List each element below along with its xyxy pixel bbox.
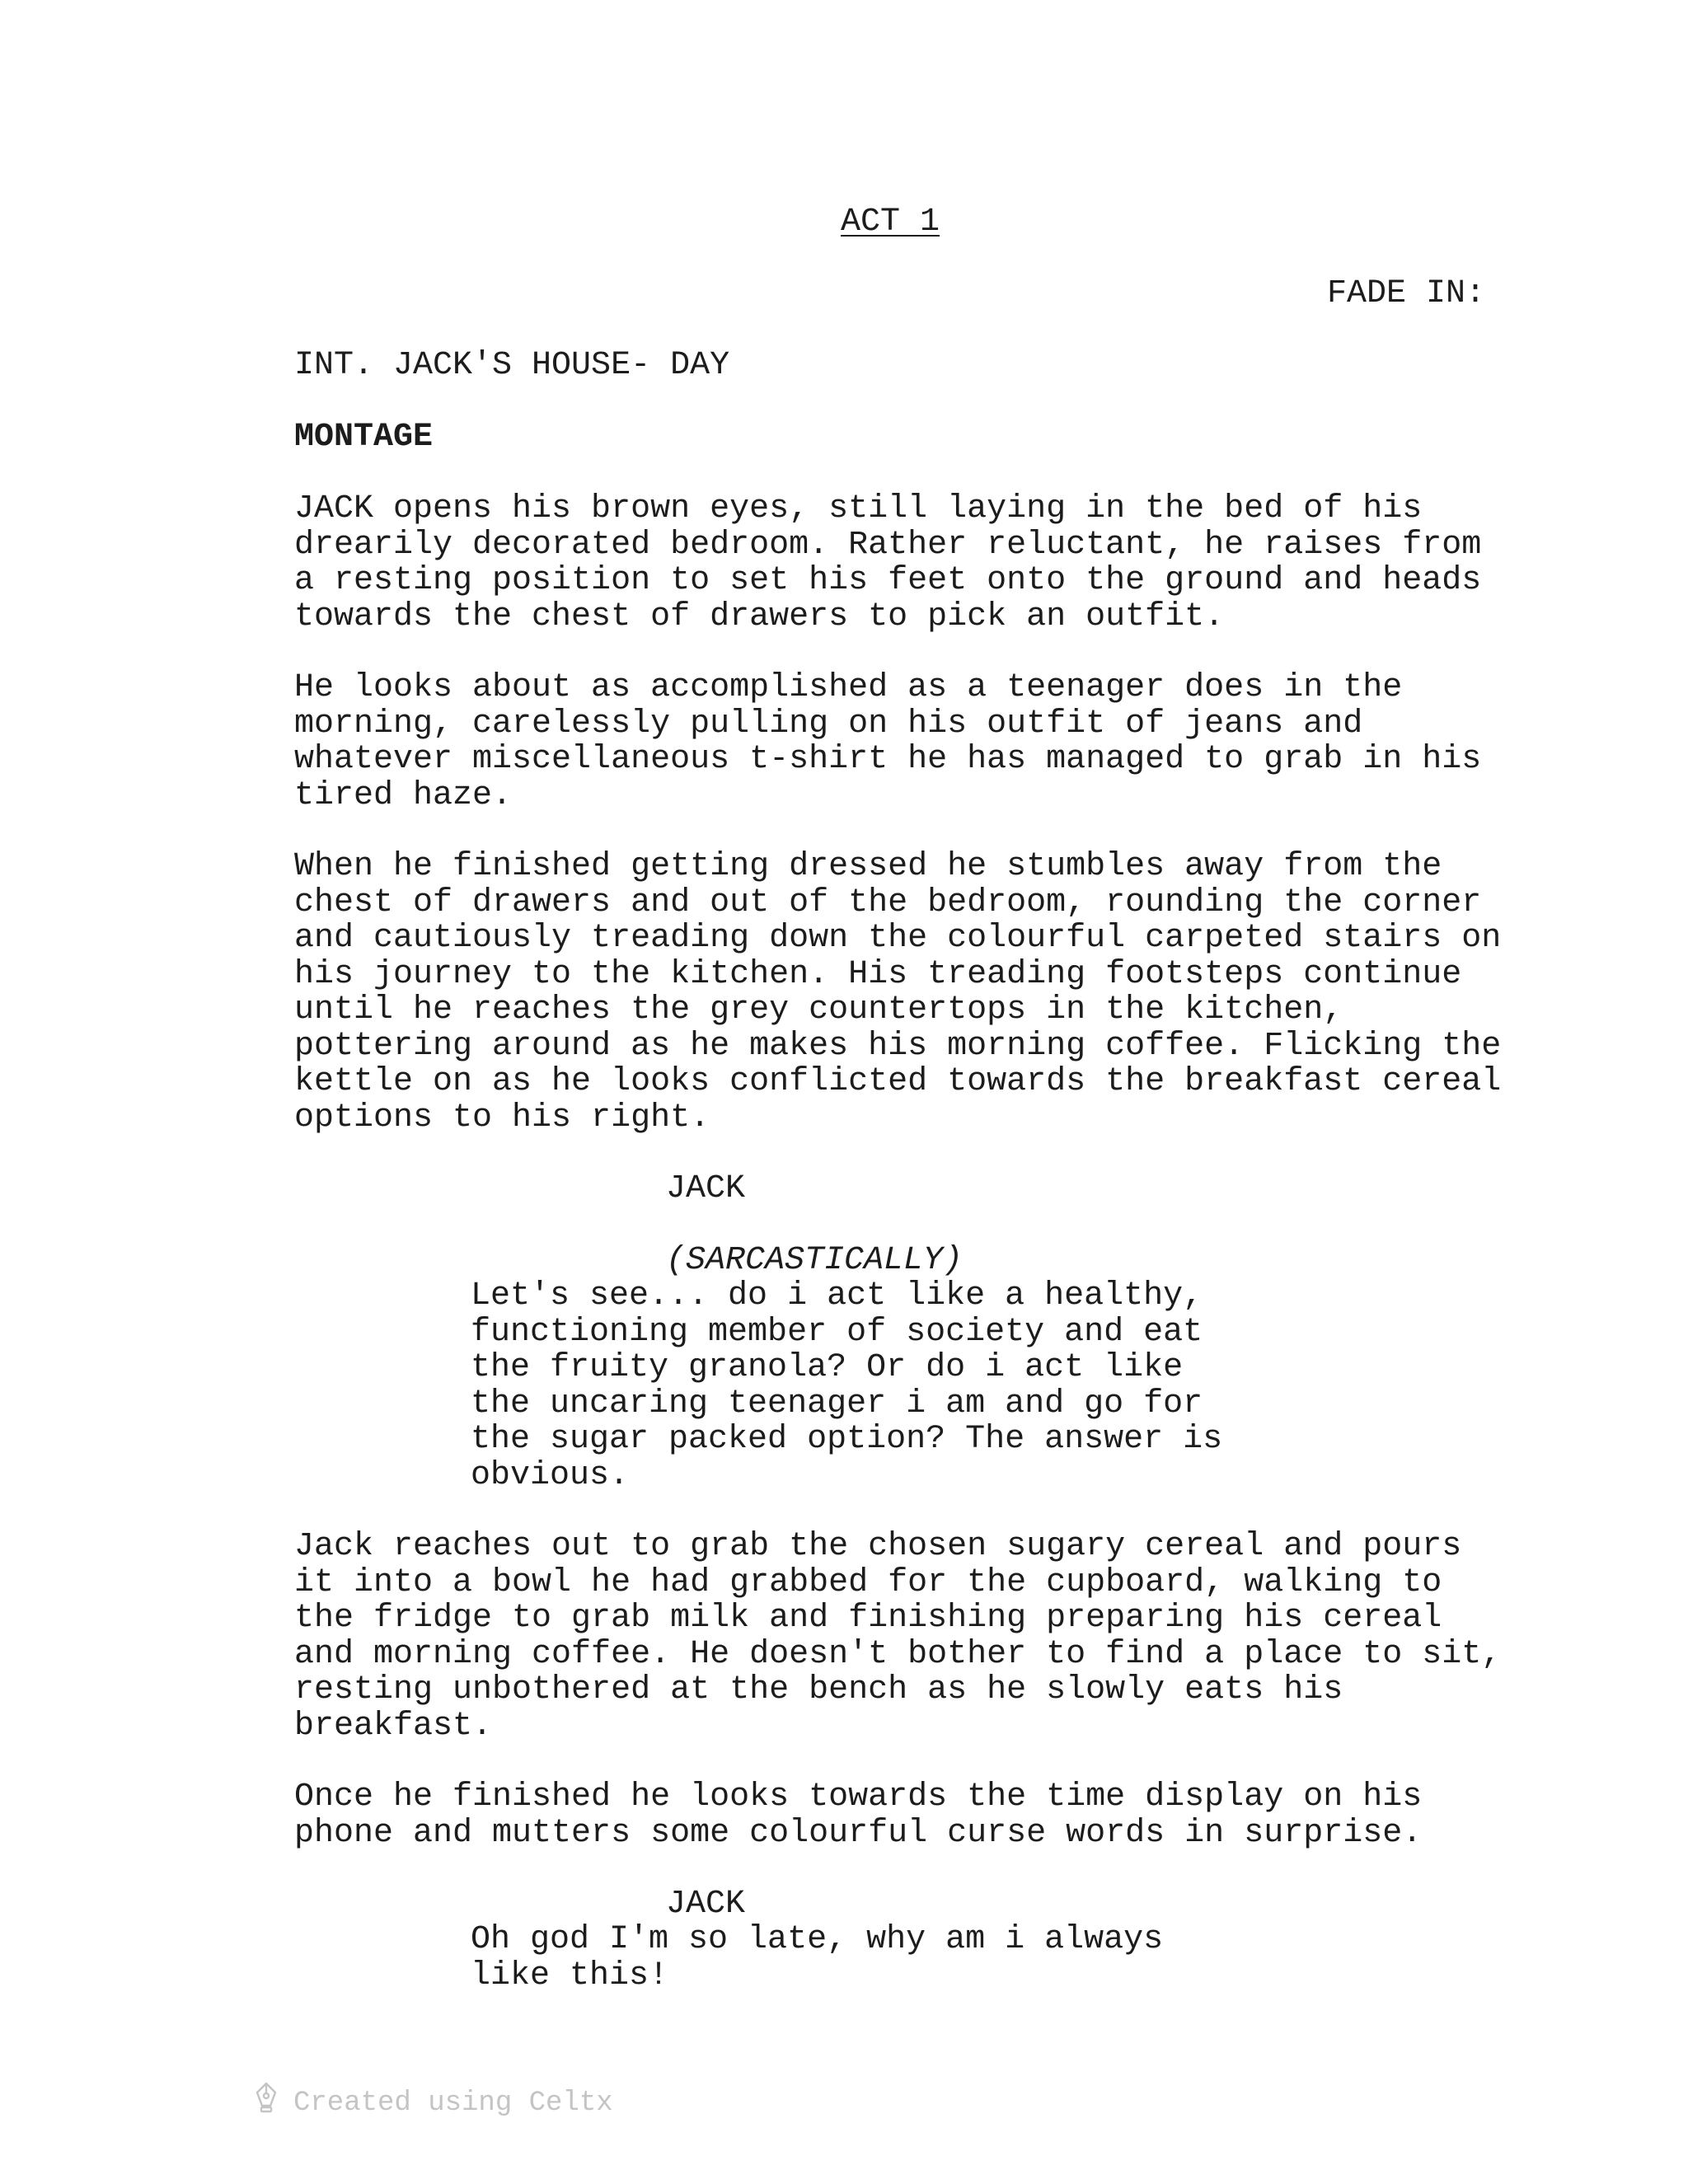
transition-fade-in: FADE IN: xyxy=(1326,275,1485,312)
parenthetical: (SARCASTICALLY) xyxy=(666,1242,964,1279)
dialogue-block: Let's see... do i act like a healthy, functioning member of society and eat the fruity granola? Or do i act like the uncaring teenager i am and go for the sugar packed option? The answer is obvious. xyxy=(471,1277,1223,1494)
montage-label: MONTAGE xyxy=(294,419,434,456)
action-paragraph: When he finished getting dressed he stumbles away from the chest of drawers and out of the bedroom, rounding the corner and cautiously treading down the colourful carpeted stairs on his journey to the kitchen. His treading footsteps continue until he reaches the grey countertops in the kitchen, pottering around as he makes his morning coffee. Flicking the kettle on as he looks conflicted towards the breakfast cereal options to his right. xyxy=(294,848,1502,1137)
footer-watermark xyxy=(254,2081,613,2126)
scene-heading: INT. JACK'S HOUSE- DAY xyxy=(294,347,730,384)
action-paragraph: Jack reaches out to grab the chosen sugary cereal and pours it into a bowl he had grabbed for the cupboard, walking to the fridge to grab milk and finishing preparing his cereal and morning coffee. He doesn't bother to find a place to sit, resting unbothered at the bench as he slowly eats his breakfast. xyxy=(294,1528,1502,1745)
pen-nib-icon xyxy=(254,2081,293,2126)
action-paragraph: JACK opens his brown eyes, still laying in the bed of his drearily decorated bedroom. Rather reluctant, he raises from a resting position to set his feet onto the ground and heads towards the chest of drawers to pick an outfit. xyxy=(294,490,1482,635)
footer-text: Created using Celtx xyxy=(293,2087,613,2119)
action-paragraph: He looks about as accomplished as a teenager does in the morning, carelessly pulling on his outfit of jeans and whatever miscellaneous t-shirt he has managed to grab in his tired haze. xyxy=(294,669,1482,814)
act-heading: ACT 1 xyxy=(841,204,940,241)
character-name: JACK xyxy=(666,1170,746,1207)
character-name: JACK xyxy=(666,1886,746,1923)
dialogue-block: Oh god I'm so late, why am i always like this! xyxy=(471,1921,1164,1994)
action-paragraph: Once he finished he looks towards the time display on his phone and mutters some colourful curse words in surprise. xyxy=(294,1779,1423,1852)
